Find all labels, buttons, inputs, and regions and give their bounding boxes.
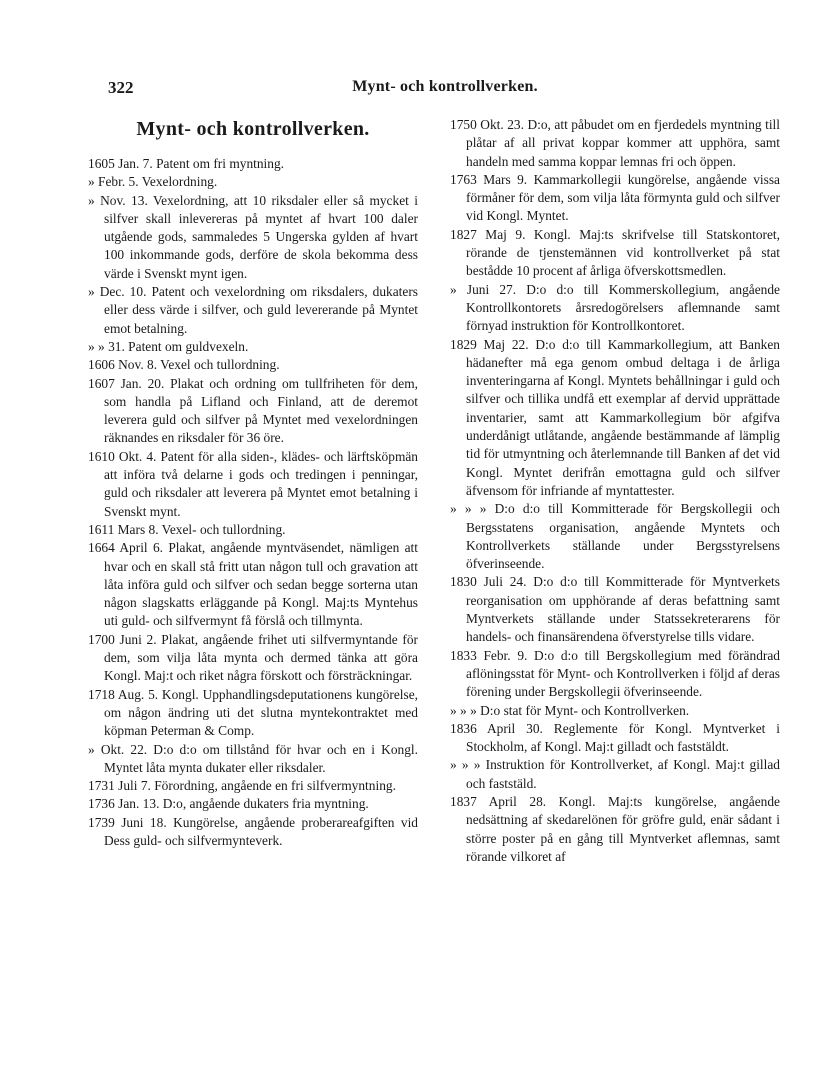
section-title: Mynt- och kontrollverken. xyxy=(136,118,370,140)
list-item: 1700 Juni 2. Plakat, angående frihet uti silfvermyntande för dem, som vilja låta mynta och dermed tänka att göra Kongl. Maj:t och riket några förskott och försträckningar. xyxy=(88,631,418,684)
list-item: 1830 Juli 24. D:o d:o till Kommitterade för Myntverkets reorganisation om upphörande af deras befattning samt Myntverkets ställande under Statssekreterarens för handels- och finansärendena öfverstyrelse tills vidare. xyxy=(450,574,780,645)
left-column xyxy=(88,116,418,850)
list-item: » Okt. 22. D:o d:o om tillstånd för hvar och en i Kongl. Myntet låta mynta dukater eller riksdaler. xyxy=(88,741,418,775)
list-item: 1837 April 28. Kongl. Maj:ts kungörelse, angående nedsättning af skedarelönen för gröfre guld, enär sådant i större poster på en gång till Myntverket aflemnas, samt rörande vilkoret af xyxy=(450,793,780,864)
list-item: » Febr. 5. Vexelordning. xyxy=(88,174,218,190)
list-item: 1731 Juli 7. Förordning, angående en fri silfvermyntning. xyxy=(88,778,396,794)
list-item: 1739 Juni 18. Kungörelse, angående proberareafgiften vid Dess guld- och silfvermynteverk. xyxy=(88,814,418,848)
list-item: » Nov. 13. Vexelordning, att 10 riksdaler eller så mycket i silfver skall inlevereras på myntet af hvart 100 daler utgående gods, sammaledes 5 Ungerska gylden af hvart 100 inkommande gods, derföre de skola bekomma dess värde i Svenskt mynt igen. xyxy=(88,192,418,281)
list-item: 1829 Maj 22. D:o d:o till Kammarkollegium, att Banken hädanefter må ega genom ombud deltaga i de årliga inventeringarna af Kongl. Myntets behållningar i guld och silfver och tillika undfå ett exemplar af dervid upprättade inventarier, samt att Kammarkollegium bör afgifva underdånigt utlåtande, angående bestämmande af lämplig tid för utmyntning och återlemnande till Banken af det vid Kongl. Myntet derifrån emottagna guld och silfver äfvensom för infriande af myntattester. xyxy=(450,336,780,498)
list-item: 1664 April 6. Plakat, angående myntväsendet, nämligen att hvar och en skall stå fritt utan någon tull och gravation att låta införa guld och silfver och sedan begge sorterna utan någon slagskatts erläggande på Kongl. Maj:ts Myntehus uti guld- och silfvermynt få förslå och tillmynta. xyxy=(88,540,418,629)
list-item: 1836 April 30. Reglemente för Kongl. Myntverket i Stockholm, af Kongl. Maj:t gilladt och faststäldt. xyxy=(450,720,780,755)
list-item: 1833 Febr. 9. D:o d:o till Bergskollegium med förändrad aflöningsstat för Mynt- och Kontrollverken i följd af deras förening under Bergskollegii öfverinseende. xyxy=(450,647,780,700)
list-item: » Juni 27. D:o d:o till Kommerskollegium, angående Kontrollkontorets årsredogörelsers aflemnande samt förnyad instruktion för Kontrollkontoret. xyxy=(450,281,780,334)
list-item: 1607 Jan. 20. Plakat och ordning om tullfriheten för dem, som handla på Lifland och Finland, att de deremot leverera guld och silfver på Myntet med vexelordningen räknandes en riksdaler för 36 öre. xyxy=(88,375,418,446)
page-number: 322 xyxy=(108,78,134,97)
list-item: 1736 Jan. 13. D:o, angående dukaters fria myntning. xyxy=(88,796,369,812)
list-item: 1606 Nov. 8. Vexel och tullordning. xyxy=(88,357,280,373)
list-item: » » 31. Patent om guldvexeln. xyxy=(88,338,249,354)
list-item: » » » Instruktion för Kontrollverket, af Kongl. Maj:t gillad och faststäld. xyxy=(450,757,780,791)
list-item: 1611 Mars 8. Vexel- och tullordning. xyxy=(88,521,286,537)
list-item: 1605 Jan. 7. Patent om fri myntning. xyxy=(88,156,285,171)
list-item: 1827 Maj 9. Kongl. Maj:ts skrifvelse till Statskontoret, rörande de tjenstemännen vid kontrollverket på stat bestådde 10 procent af årliga öfverskottsmedlen. xyxy=(450,226,780,279)
list-item: 1763 Mars 9. Kammarkollegii kungörelse, angående vissa förmåner för dem, som vilja låta förmynta guld och silfver vid Kongl. Myntet. xyxy=(450,171,780,224)
list-item: 1750 Okt. 23. D:o, att påbudet om en fjerdedels myntning till plåtar af all privat koppar kommer att upphöra, samt handeln med samma koppar lemnas fri och öppen. xyxy=(450,117,780,169)
running-head: Mynt- och kontrollverken. xyxy=(352,78,538,95)
list-item: 1718 Aug. 5. Kongl. Upphandlingsdeputationens kungörelse, om någon ändring uti det slutna myntekontraktet med köpman Peterman & Comp. xyxy=(88,686,418,739)
list-item: » » » D:o stat för Mynt- och Kontrollverken. xyxy=(450,702,690,718)
list-item: » » » D:o d:o till Kommitterade för Bergskollegii och Bergsstatens organisation, angående Myntets och Kontrollverkets ställande under Bergsstyrelsens öfverinseende. xyxy=(450,501,780,572)
right-column xyxy=(450,116,780,866)
page-header xyxy=(108,78,782,104)
list-item: 1610 Okt. 4. Patent för alla siden-, klädes- och lärftsköpmän att införa två delarne i gods och tredingen i penningar, guld och riksdaler att leverera på Myntet emot betalning i Svenskt mynt. xyxy=(88,448,418,519)
list-item: » Dec. 10. Patent och vexelordning om riksdalers, dukaters eller dess värde i silfver, och guld levererande på Myntet emot betalning. xyxy=(88,284,418,336)
